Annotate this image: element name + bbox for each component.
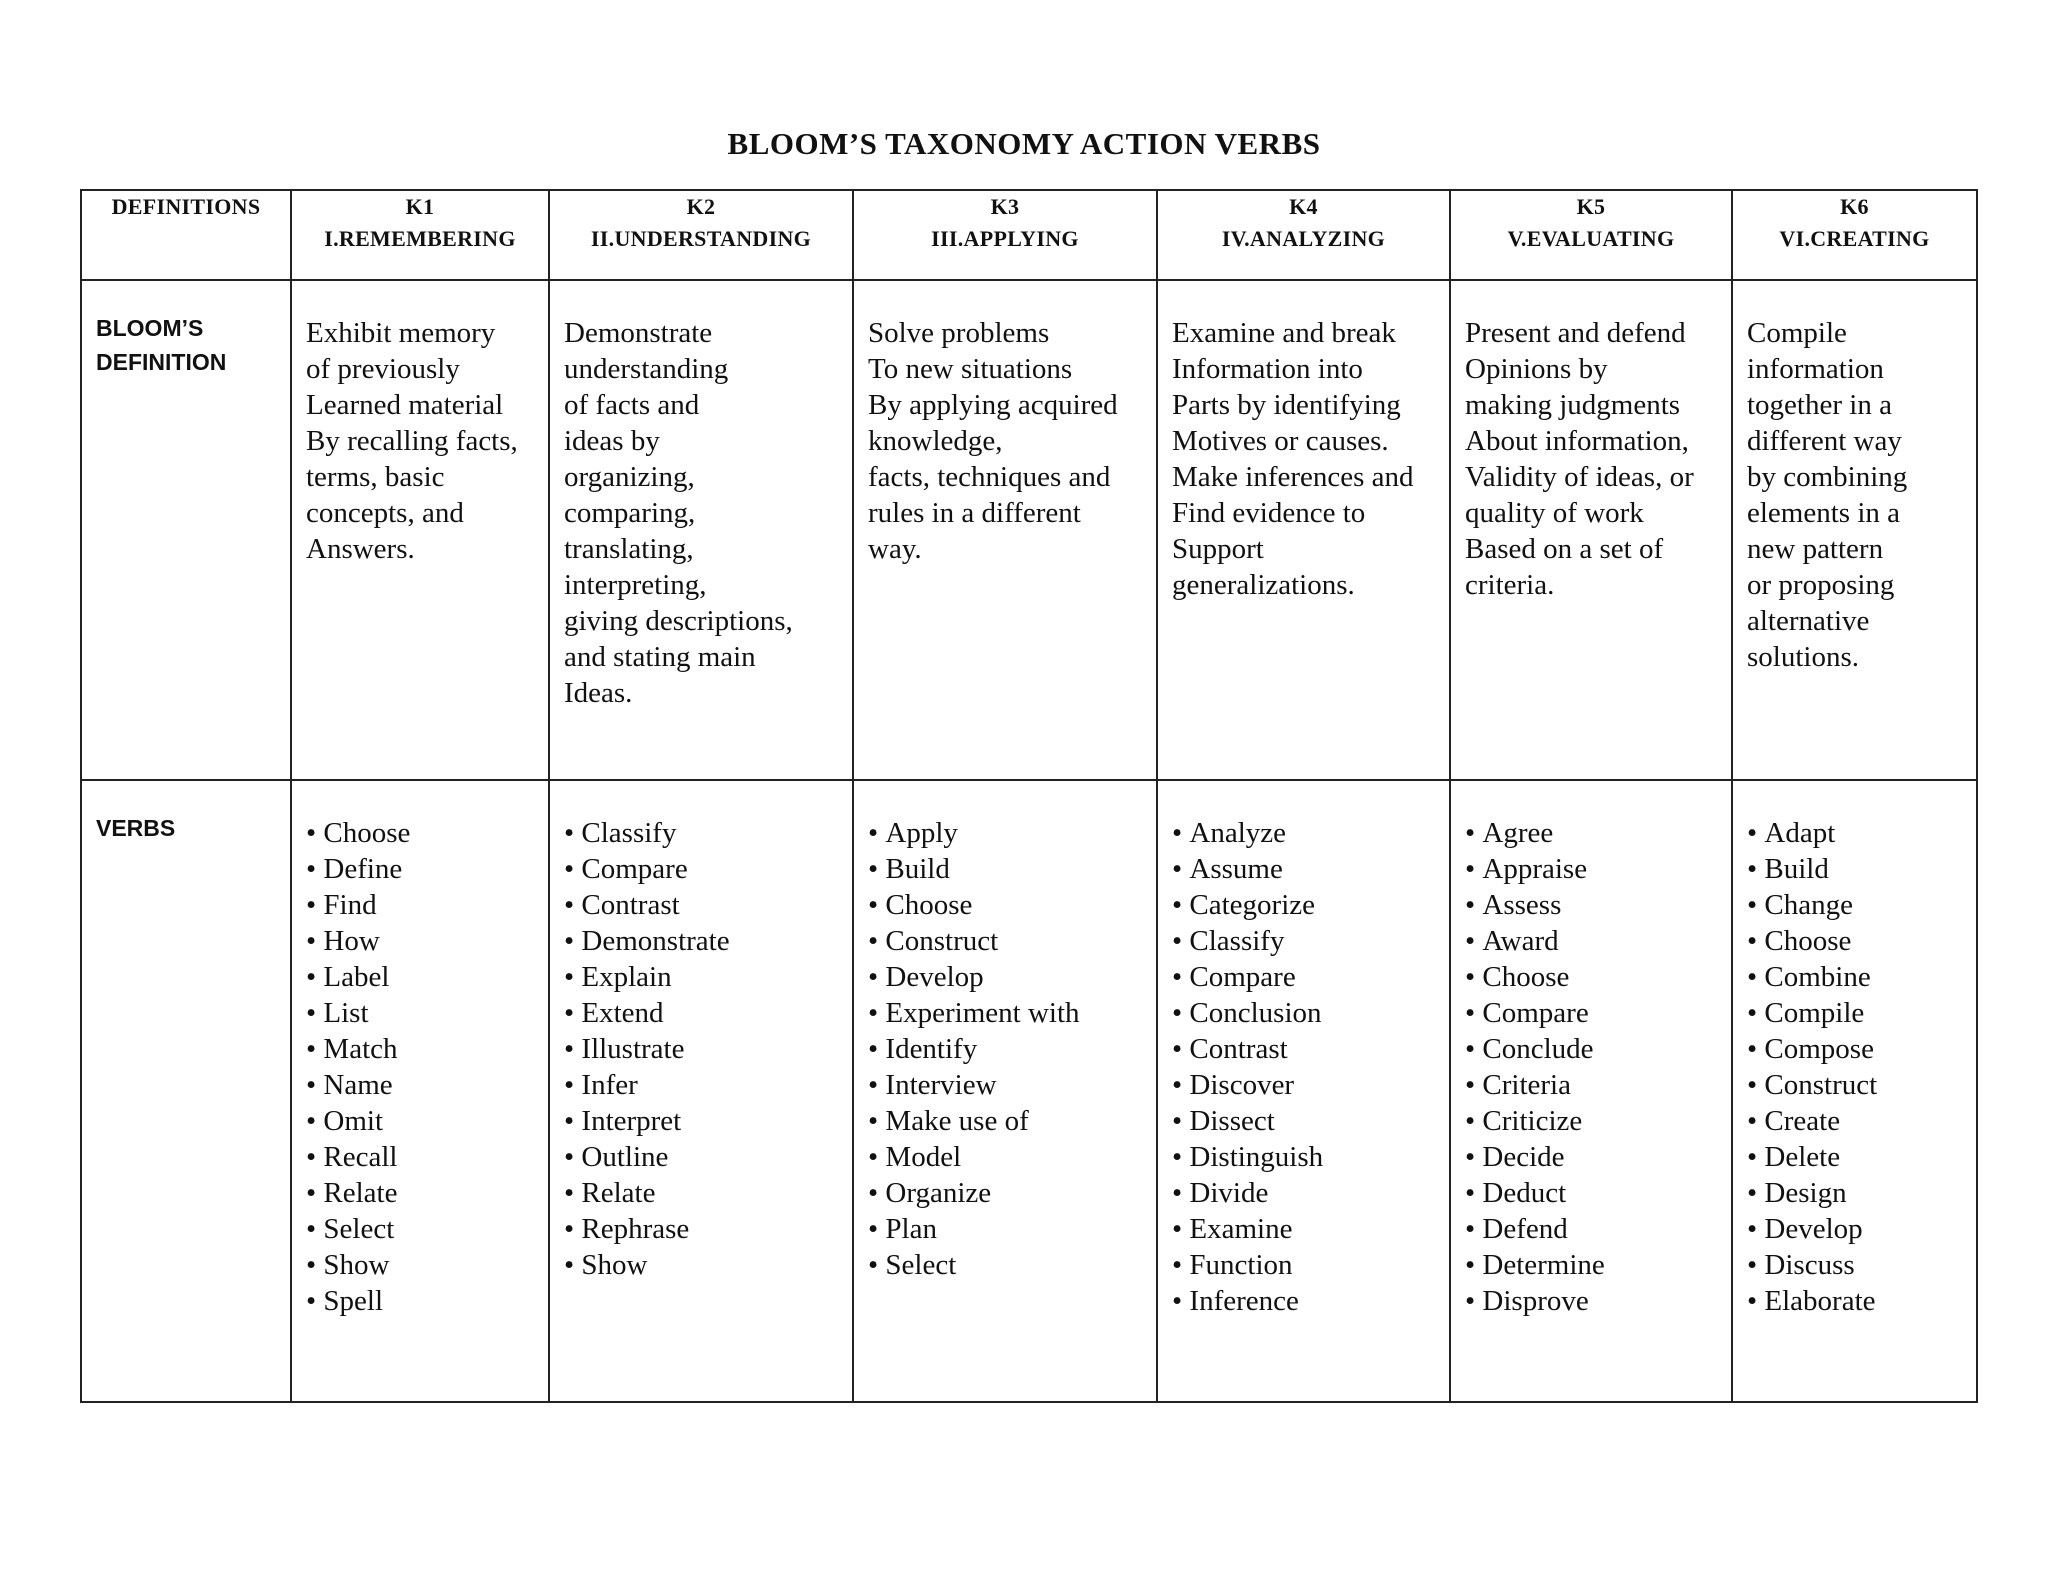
verb-item: • Choose bbox=[1465, 959, 1723, 995]
verb-item: • Assess bbox=[1465, 887, 1723, 923]
verb-item: • Conclusion bbox=[1172, 995, 1441, 1031]
verbs-k6 bbox=[1732, 780, 1977, 1402]
verb-item: • Contrast bbox=[1172, 1031, 1441, 1067]
verb-item: • Determine bbox=[1465, 1247, 1723, 1283]
verb-item: • How bbox=[306, 923, 540, 959]
verb-item: • Find bbox=[306, 887, 540, 923]
definition-k4: Examine and break Information into Parts by identifying Motives or causes. Make inferences and Find evidence to Support generalizations. bbox=[1157, 280, 1450, 780]
verb-item: • Extend bbox=[564, 995, 844, 1031]
definition-k3: Solve problems To new situations By applying acquired knowledge, facts, techniques and rules in a different way. bbox=[853, 280, 1157, 780]
verb-item: • Delete bbox=[1747, 1139, 1968, 1175]
verb-item: • Show bbox=[306, 1247, 540, 1283]
verb-item: • Adapt bbox=[1747, 815, 1968, 851]
verb-item: • Criteria bbox=[1465, 1067, 1723, 1103]
definition-k1: Exhibit memory of previously Learned material By recalling facts, terms, basic concepts, and Answers. bbox=[291, 280, 549, 780]
verb-item: • Outline bbox=[564, 1139, 844, 1175]
verb-item: • Make use of bbox=[868, 1103, 1148, 1139]
verb-item: • Distinguish bbox=[1172, 1139, 1441, 1175]
verb-item: • Disprove bbox=[1465, 1283, 1723, 1319]
verb-item: • Inference bbox=[1172, 1283, 1441, 1319]
verb-item: • List bbox=[306, 995, 540, 1031]
definition-k2: Demonstrate understanding of facts and ideas by organizing, comparing, translating, interpreting, giving descriptions, and stating main Ideas. bbox=[549, 280, 853, 780]
verb-item: • Build bbox=[1747, 851, 1968, 887]
verb-item: • Organize bbox=[868, 1175, 1148, 1211]
header-code: K1 bbox=[405, 194, 435, 219]
verb-item: • Examine bbox=[1172, 1211, 1441, 1247]
verbs-row-label: VERBS bbox=[81, 780, 291, 1402]
header-level: III.APPLYING bbox=[931, 226, 1079, 251]
verbs-k2 bbox=[549, 780, 853, 1402]
verb-item: • Infer bbox=[564, 1067, 844, 1103]
definition-k5: Present and defend Opinions by making judgments About information, Validity of ideas, or quality of work Based on a set of criteria. bbox=[1450, 280, 1732, 780]
verb-item: • Explain bbox=[564, 959, 844, 995]
verb-item: • Show bbox=[564, 1247, 844, 1283]
verb-item: • Classify bbox=[1172, 923, 1441, 959]
verb-item: • Select bbox=[306, 1211, 540, 1247]
verb-item: • Choose bbox=[306, 815, 540, 851]
verb-item: • Develop bbox=[1747, 1211, 1968, 1247]
verbs-row bbox=[81, 780, 1977, 1402]
header-code: K3 bbox=[990, 194, 1020, 219]
header-k2 bbox=[549, 190, 853, 280]
verb-item: • Change bbox=[1747, 887, 1968, 923]
verb-item: • Function bbox=[1172, 1247, 1441, 1283]
verb-item: • Elaborate bbox=[1747, 1283, 1968, 1319]
verb-item: • Categorize bbox=[1172, 887, 1441, 923]
verb-item: • Construct bbox=[868, 923, 1148, 959]
verb-item: • Choose bbox=[868, 887, 1148, 923]
verb-item: • Label bbox=[306, 959, 540, 995]
header-level: VI.CREATING bbox=[1779, 226, 1930, 251]
header-k6 bbox=[1732, 190, 1977, 280]
verb-list bbox=[1465, 815, 1723, 1319]
verb-item: • Model bbox=[868, 1139, 1148, 1175]
verb-item: • Relate bbox=[564, 1175, 844, 1211]
header-code: K4 bbox=[1289, 194, 1318, 219]
document-title: BLOOM’S TAXONOMY ACTION VERBS bbox=[727, 126, 1321, 161]
verb-item: • Spell bbox=[306, 1283, 540, 1319]
verbs-k3 bbox=[853, 780, 1157, 1402]
header-level: IV.ANALYZING bbox=[1221, 226, 1386, 251]
verb-item: • Analyze bbox=[1172, 815, 1441, 851]
header-code: K2 bbox=[686, 194, 716, 219]
header-k5 bbox=[1450, 190, 1732, 280]
verb-item: • Rephrase bbox=[564, 1211, 844, 1247]
verb-item: • Compile bbox=[1747, 995, 1968, 1031]
verb-list bbox=[306, 815, 540, 1319]
definition-row bbox=[81, 280, 1977, 780]
verb-list bbox=[1172, 815, 1441, 1319]
verb-item: • Omit bbox=[306, 1103, 540, 1139]
verb-item: • Compare bbox=[1465, 995, 1723, 1031]
definition-row-label: BLOOM’S DEFINITION bbox=[81, 280, 291, 780]
verb-list bbox=[564, 815, 844, 1283]
verb-item: • Compare bbox=[1172, 959, 1441, 995]
verb-item: • Experiment with bbox=[868, 995, 1148, 1031]
verb-item: • Compose bbox=[1747, 1031, 1968, 1067]
header-code: K5 bbox=[1576, 194, 1606, 219]
verb-item: • Contrast bbox=[564, 887, 844, 923]
verb-item: • Appraise bbox=[1465, 851, 1723, 887]
verb-item: • Apply bbox=[868, 815, 1148, 851]
verb-item: • Deduct bbox=[1465, 1175, 1723, 1211]
verb-item: • Conclude bbox=[1465, 1031, 1723, 1067]
verb-item: • Criticize bbox=[1465, 1103, 1723, 1139]
verb-item: • Select bbox=[868, 1247, 1148, 1283]
header-level: V.EVALUATING bbox=[1507, 226, 1675, 251]
verb-item: • Combine bbox=[1747, 959, 1968, 995]
verb-item: • Match bbox=[306, 1031, 540, 1067]
verb-item: • Agree bbox=[1465, 815, 1723, 851]
verb-item: • Recall bbox=[306, 1139, 540, 1175]
verb-item: • Relate bbox=[306, 1175, 540, 1211]
verb-item: • Plan bbox=[868, 1211, 1148, 1247]
verb-list bbox=[1747, 815, 1968, 1319]
verb-item: • Assume bbox=[1172, 851, 1441, 887]
header-definitions: DEFINITIONS bbox=[81, 190, 291, 280]
verb-item: • Decide bbox=[1465, 1139, 1723, 1175]
verb-item: • Dissect bbox=[1172, 1103, 1441, 1139]
header-level: I.REMEMBERING bbox=[324, 226, 516, 251]
verb-item: • Interpret bbox=[564, 1103, 844, 1139]
header-row bbox=[81, 190, 1977, 280]
verb-item: • Divide bbox=[1172, 1175, 1441, 1211]
header-k1 bbox=[291, 190, 549, 280]
verb-item: • Defend bbox=[1465, 1211, 1723, 1247]
verb-item: • Design bbox=[1747, 1175, 1968, 1211]
bloom-taxonomy-table bbox=[80, 189, 1978, 1403]
verb-list bbox=[868, 815, 1148, 1283]
verbs-k1 bbox=[291, 780, 549, 1402]
verb-item: • Identify bbox=[868, 1031, 1148, 1067]
verb-item: • Create bbox=[1747, 1103, 1968, 1139]
verb-item: • Choose bbox=[1747, 923, 1968, 959]
verb-item: • Build bbox=[868, 851, 1148, 887]
verb-item: • Interview bbox=[868, 1067, 1148, 1103]
verb-item: • Discuss bbox=[1747, 1247, 1968, 1283]
header-k3 bbox=[853, 190, 1157, 280]
verb-item: • Discover bbox=[1172, 1067, 1441, 1103]
verb-item: • Define bbox=[306, 851, 540, 887]
header-level: II.UNDERSTANDING bbox=[590, 226, 812, 251]
verb-item: • Demonstrate bbox=[564, 923, 844, 959]
verb-item: • Compare bbox=[564, 851, 844, 887]
header-code: K6 bbox=[1840, 194, 1869, 219]
verbs-k5 bbox=[1450, 780, 1732, 1402]
verb-item: • Illustrate bbox=[564, 1031, 844, 1067]
verb-item: • Develop bbox=[868, 959, 1148, 995]
verb-item: • Construct bbox=[1747, 1067, 1968, 1103]
verb-item: • Name bbox=[306, 1067, 540, 1103]
verb-item: • Classify bbox=[564, 815, 844, 851]
definition-k6: Compile information together in a different way by combining elements in a new pattern or proposing alternative solutions. bbox=[1732, 280, 1977, 780]
verbs-k4 bbox=[1157, 780, 1450, 1402]
verb-item: • Award bbox=[1465, 923, 1723, 959]
header-k4 bbox=[1157, 190, 1450, 280]
